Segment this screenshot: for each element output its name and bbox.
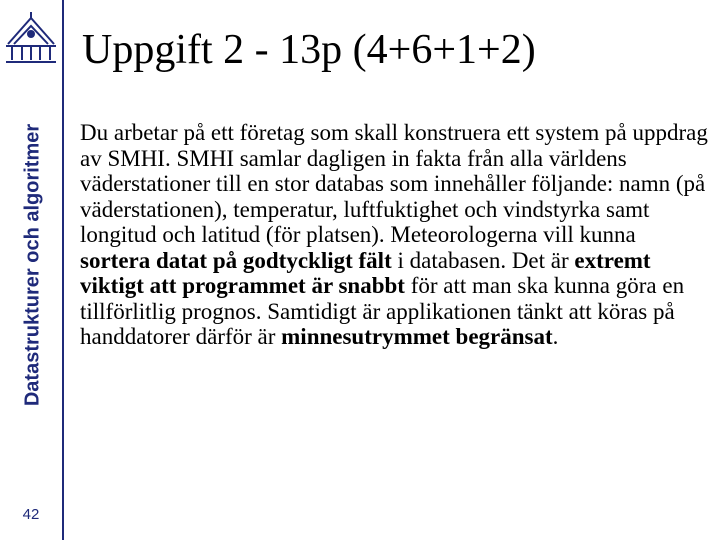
body-text-segment: i databasen. Det är [391, 247, 575, 273]
course-title: Datastrukturer och algoritmer [21, 123, 44, 407]
university-logo-icon [2, 10, 60, 72]
slide-number: 42 [22, 506, 40, 523]
body-paragraph [80, 120, 710, 350]
body-text-segment: Du arbetar på ett företag som skall konstruera ett system på uppdrag av SMHI. SMHI samlar dagligen in fakta från alla världens väderstationer till en stor databas som innehåller följande: namn (på väderstationen), temperatur, luftfuktighet och vindstyrka samt longitud och latitud (för platsen). Meteorologerna vill kunna [80, 120, 708, 247]
body-emphasis-sorting: sortera datat på godtyckligt fält [80, 247, 392, 273]
body-emphasis-speed: extremt viktigt att programmet är snabbt [80, 247, 651, 298]
slide-title: Uppgift 2 - 13p (4+6+1+2) [82, 27, 536, 73]
body-text-segment: . [552, 324, 559, 349]
sidebar [0, 0, 64, 540]
body-text-segment: för att man ska kunna göra en tillförlitlig prognos. Samtidigt är applikationen tänkt att köras på handdatorer därför är [80, 273, 685, 349]
sidebar-divider [62, 0, 64, 540]
body-emphasis-memory: minnesutrymmet begränsat [281, 324, 553, 349]
